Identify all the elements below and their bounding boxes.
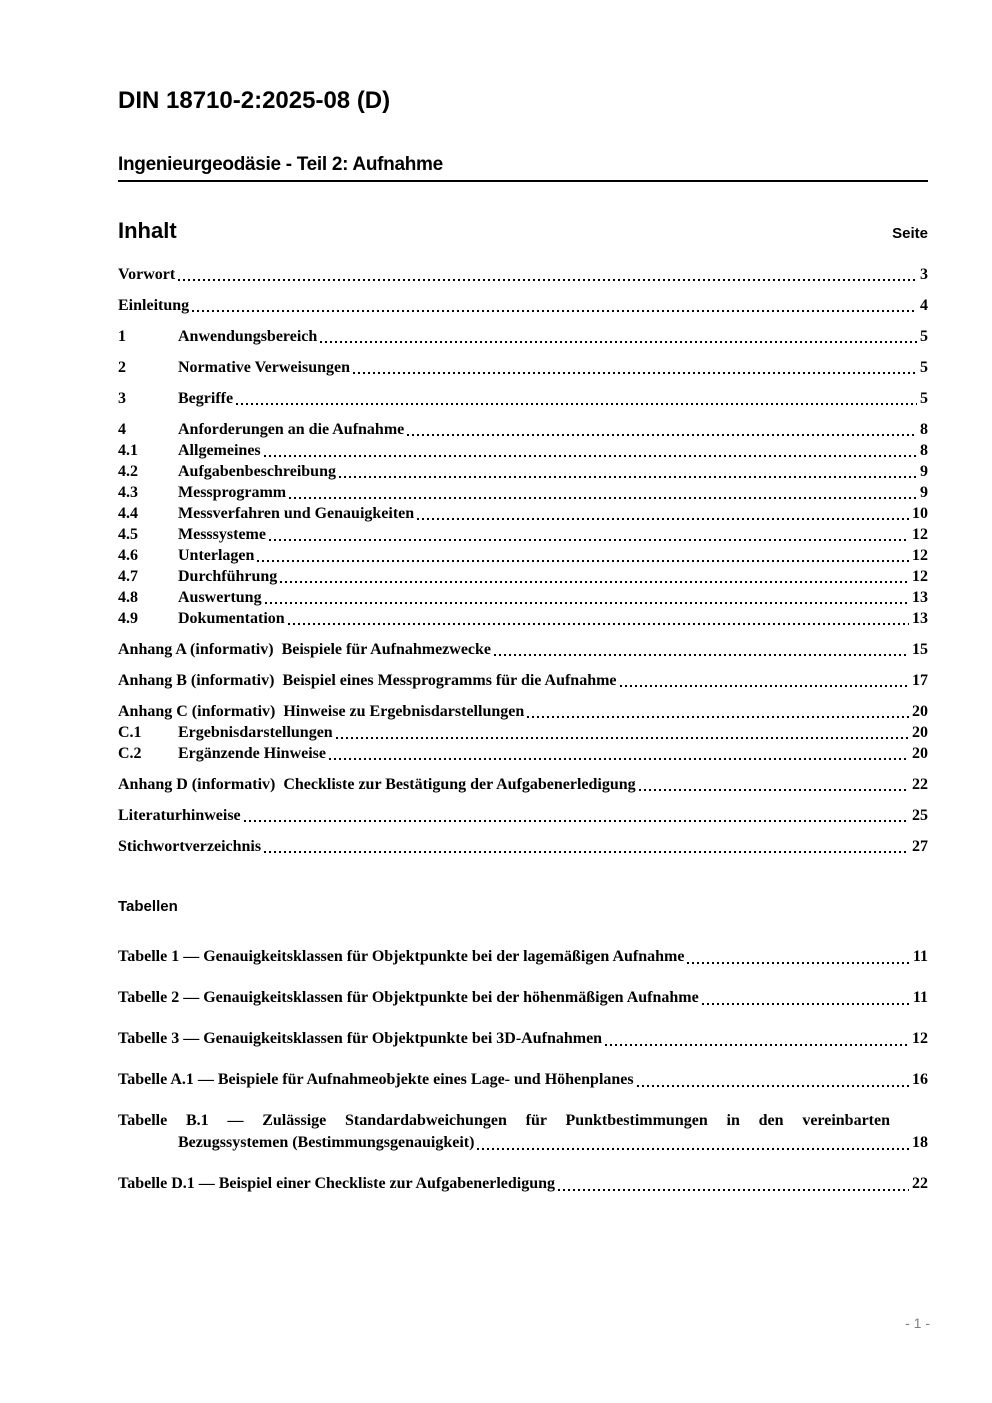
toc-entry [118, 357, 928, 378]
toc-entry-label: Anhang B (informativ) Beispiel eines Messprogramms für die Aufnahme [118, 672, 617, 689]
toc-entry-number: 3 [118, 390, 126, 407]
tables-title: Tabellen [118, 898, 178, 915]
toc-entry [118, 388, 928, 409]
dotted-leader [264, 455, 917, 457]
toc-entry [118, 836, 928, 857]
toc-entry-page: 13 [912, 589, 928, 606]
toc-entry [118, 264, 928, 285]
toc-entry-label: Vorwort [118, 266, 176, 283]
toc-entry-page: 15 [912, 641, 928, 658]
toc-entry-page: 12 [912, 547, 928, 564]
toc-entry [118, 701, 928, 722]
toc-entry-page: 8 [920, 442, 928, 459]
toc-entry-label: Allgemeines [178, 442, 261, 459]
table-entry-label: Tabelle A.1 — Beispiele für Aufnahmeobjekte eines Lage- und Höhenplanes [118, 1071, 634, 1088]
dotted-leader [620, 685, 909, 687]
table-entry-label: Tabelle D.1 — Beispiel einer Checkliste zur Aufgabenerledigung [118, 1175, 556, 1192]
page-column-label: Seite [892, 225, 928, 242]
dotted-leader [494, 654, 909, 656]
tables-list [118, 946, 928, 1195]
dotted-leader [527, 716, 909, 718]
dotted-leader [264, 851, 909, 853]
table-entry [118, 946, 928, 968]
dotted-leader [687, 962, 909, 964]
toc-entry-label: Stichwortverzeichnis [118, 838, 262, 855]
toc-entry-number: 4.1 [118, 442, 138, 459]
continuation-indent [118, 1132, 178, 1154]
toc-entry-number: 4.4 [118, 505, 138, 522]
dotted-leader [339, 476, 917, 478]
toc-entry [118, 440, 928, 461]
table-entry-label-continuation: Bezugssystemen (Bestimmungsgenauigkeit) [178, 1134, 475, 1151]
toc-entry-label: Messverfahren und Genauigkeiten [178, 505, 415, 522]
toc-entry-page: 27 [912, 838, 928, 855]
document-title: Ingenieurgeodäsie - Teil 2: Aufnahme [118, 154, 928, 182]
table-entry [118, 987, 928, 1009]
toc-entry-label: Anforderungen an die Aufnahme [178, 421, 405, 438]
dotted-leader [236, 403, 917, 405]
toc-entry-page: 13 [912, 610, 928, 627]
toc-entry [118, 608, 928, 629]
toc-entry-number: 4.7 [118, 568, 138, 585]
dotted-leader [265, 602, 909, 604]
toc-entry-page: 5 [920, 359, 928, 376]
toc-entry-number: 4.5 [118, 526, 138, 543]
toc-entry-number: 4 [118, 421, 126, 438]
table-entry-page: 11 [912, 948, 928, 965]
toc-entry [118, 743, 928, 764]
toc-entry-page: 5 [920, 390, 928, 407]
toc-entry-page: 5 [920, 328, 928, 345]
toc-entry-page: 17 [912, 672, 928, 689]
toc-entry [118, 419, 928, 440]
toc-entry-label: Ergebnisdarstellungen [178, 724, 333, 741]
table-entry [118, 1069, 928, 1091]
toc-entry [118, 326, 928, 347]
dotted-leader [417, 518, 909, 520]
dotted-leader [637, 1085, 909, 1087]
toc-entry-label: Ergänzende Hinweise [178, 745, 326, 762]
table-entry-page: 18 [912, 1134, 928, 1151]
toc-entry-number: 4.8 [118, 589, 138, 606]
toc-entry-number: 4.6 [118, 547, 138, 564]
toc-entry-number: C.2 [118, 745, 142, 762]
toc-entry-page: 3 [920, 266, 928, 283]
toc-entry-number: 4.9 [118, 610, 138, 627]
toc-entry [118, 545, 928, 566]
dotted-leader [702, 1003, 910, 1005]
dotted-leader [192, 310, 917, 312]
table-entry-page: 12 [912, 1030, 928, 1047]
toc-entry-label: Aufgabenbeschreibung [178, 463, 336, 480]
toc-entry-page: 12 [912, 568, 928, 585]
table-entry-row [118, 1028, 928, 1050]
toc-entry-label: Durchführung [178, 568, 278, 585]
toc-entry-number: 4.3 [118, 484, 138, 501]
toc-entry-label: Unterlagen [178, 547, 255, 564]
dotted-leader [605, 1044, 909, 1046]
dotted-leader [353, 372, 917, 374]
dotted-leader [558, 1189, 909, 1191]
toc-entry-number: 1 [118, 328, 126, 345]
table-entry-label: Tabelle 2 — Genauigkeitsklassen für Objektpunkte bei der höhenmäßigen Aufnahme [118, 989, 699, 1006]
toc-entry [118, 524, 928, 545]
toc-entry-number: C.1 [118, 724, 142, 741]
toc-entry-label: Literaturhinweise [118, 807, 241, 824]
table-entry-page: 22 [912, 1175, 928, 1192]
toc-entry-label: Anhang D (informativ) Checkliste zur Bestätigung der Aufgabenerledigung [118, 776, 636, 793]
table-entry-row [118, 1069, 928, 1091]
toc-entry-label: Begriffe [178, 390, 234, 407]
table-entry [118, 1028, 928, 1050]
table-entry-row [118, 987, 928, 1009]
toc-entry-page: 20 [912, 724, 928, 741]
toc-entry [118, 670, 928, 691]
toc-entry [118, 774, 928, 795]
dotted-leader [289, 497, 917, 499]
toc-entry-page: 20 [912, 703, 928, 720]
table-entry-row [118, 946, 928, 968]
toc-entry [118, 587, 928, 608]
dotted-leader [407, 434, 917, 436]
dotted-leader [288, 623, 909, 625]
toc-entry [118, 461, 928, 482]
toc-entry-page: 22 [912, 776, 928, 793]
dotted-leader [280, 581, 909, 583]
toc-entry-label: Anwendungsbereich [178, 328, 318, 345]
toc-entry-page: 12 [912, 526, 928, 543]
table-entry [118, 1173, 928, 1195]
table-entry-label: Tabelle B.1 — Zulässige Standardabweichungen für Punktbestimmungen in den vereinbarten [118, 1112, 890, 1129]
toc-header [118, 218, 928, 244]
dotted-leader [269, 539, 909, 541]
toc-entry-page: 9 [920, 463, 928, 480]
dotted-leader [257, 560, 909, 562]
toc-entry-label: Dokumentation [178, 610, 285, 627]
toc-entry-label: Anhang C (informativ) Hinweise zu Ergebnisdarstellungen [118, 703, 525, 720]
toc-list [118, 264, 928, 857]
toc-entry-label: Messprogramm [178, 484, 287, 501]
footer-page-indicator: - 1 - [905, 1315, 930, 1331]
dotted-leader [329, 758, 909, 760]
toc-entry-page: 9 [920, 484, 928, 501]
table-entry-page: 11 [912, 989, 928, 1006]
toc-entry-number: 2 [118, 359, 126, 376]
toc-entry-label: Normative Verweisungen [178, 359, 350, 376]
dotted-leader [244, 820, 909, 822]
toc-entry-label: Einleitung [118, 297, 190, 314]
dotted-leader [320, 341, 917, 343]
toc-entry [118, 722, 928, 743]
toc-entry-label: Messsysteme [178, 526, 266, 543]
toc-entry [118, 639, 928, 660]
dotted-leader [639, 789, 909, 791]
toc-entry [118, 566, 928, 587]
document-number: DIN 18710-2:2025-08 (D) [118, 87, 391, 114]
toc-entry-label: Anhang A (informativ) Beispiele für Aufnahmezwecke [118, 641, 492, 658]
table-entry-page: 16 [912, 1071, 928, 1088]
table-entry-row [118, 1173, 928, 1195]
toc-title: Inhalt [118, 218, 177, 243]
toc-entry [118, 482, 928, 503]
toc-entry-number: 4.2 [118, 463, 138, 480]
dotted-leader [178, 279, 917, 281]
table-entry-continuation-row [118, 1132, 928, 1154]
table-entry-label: Tabelle 1 — Genauigkeitsklassen für Objektpunkte bei der lagemäßigen Aufnahme [118, 948, 685, 965]
toc-entry [118, 295, 928, 316]
toc-entry [118, 503, 928, 524]
table-entry [118, 1110, 928, 1154]
toc-entry-page: 10 [912, 505, 928, 522]
dotted-leader [477, 1148, 909, 1150]
toc-entry-label: Auswertung [178, 589, 262, 606]
toc-entry-page: 4 [920, 297, 928, 314]
dotted-leader [336, 737, 909, 739]
toc-entry [118, 805, 928, 826]
table-entry-label: Tabelle 3 — Genauigkeitsklassen für Objektpunkte bei 3D-Aufnahmen [118, 1030, 603, 1047]
toc-entry-page: 25 [912, 807, 928, 824]
toc-entry-page: 20 [912, 745, 928, 762]
toc-entry-page: 8 [920, 421, 928, 438]
